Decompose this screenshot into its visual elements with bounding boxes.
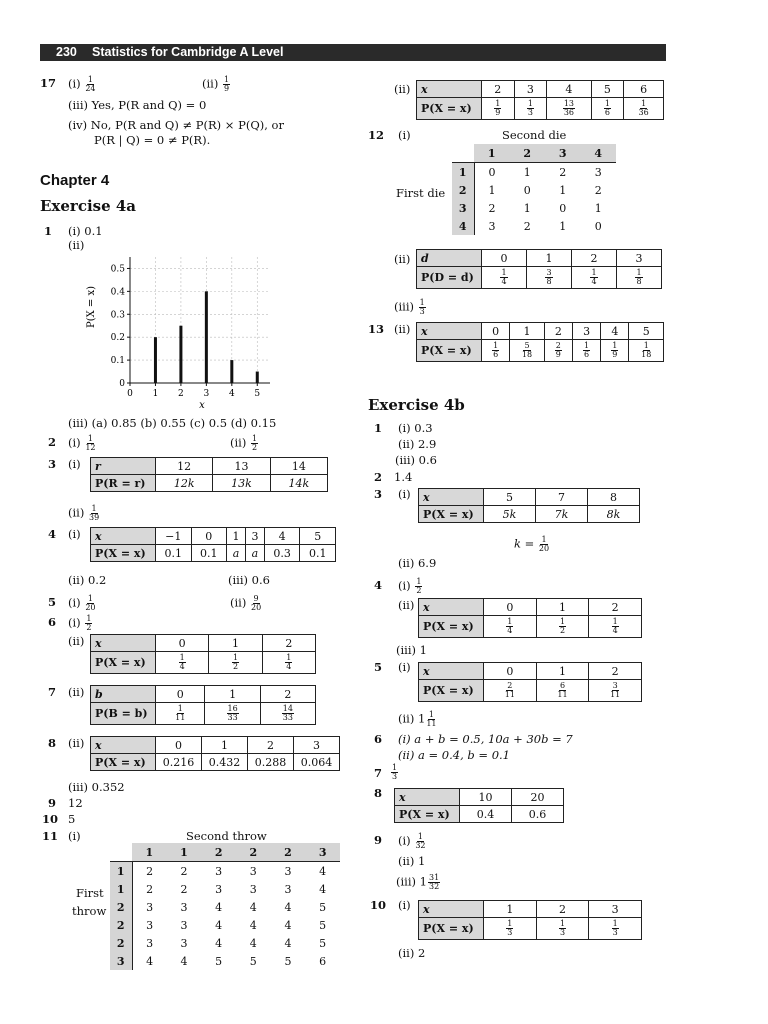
probability-bar-chart	[80, 245, 280, 415]
q5-ii: (ii) $\frac{9}{20}$	[230, 594, 262, 612]
grid-cell: 4	[146, 954, 154, 968]
grid-row	[110, 916, 340, 934]
q17-iv-line2: P(R | Q) = 0 ≠ P(R).	[94, 133, 211, 147]
q9-answer: 12	[68, 796, 83, 810]
q8-number: 8	[48, 736, 57, 750]
x-tick-label: 5	[254, 389, 261, 399]
grid-column-header: 1	[132, 843, 167, 862]
q12-ii: (ii)	[394, 252, 411, 266]
grid-cell: 5	[319, 900, 327, 914]
grid-cell: 4	[215, 900, 223, 914]
b5-number: 5	[374, 660, 383, 674]
grid-row	[452, 181, 616, 199]
b9-number: 9	[374, 833, 383, 847]
q7-number: 7	[48, 685, 57, 699]
q8-iii: (iii) 0.352	[68, 780, 125, 794]
x-tick-label: 4	[228, 389, 235, 399]
b6-i: (i) a + b = 0.5, 10a + 30b = 7	[398, 732, 573, 746]
grid-cell: 1	[559, 219, 567, 233]
grid-cell: 3	[249, 864, 257, 878]
grid-row	[110, 934, 340, 952]
q1-number: 1	[44, 224, 53, 238]
grid-cell: 3	[284, 864, 292, 878]
q7-ii: (ii)	[68, 685, 85, 699]
q10-answer: 5	[68, 812, 76, 826]
b4-iii: (iii) 1	[396, 643, 427, 657]
q6-number: 6	[48, 615, 57, 629]
x-tick-label: 1	[152, 389, 159, 399]
b3-ii: (ii) 6.9	[398, 556, 437, 570]
b2-number: 2	[374, 470, 383, 484]
grid-row-header: 1	[452, 163, 474, 182]
q4-table: x −1 0 1 3 4 5 P(X = x) 0.1 0.1 a a 0.3 0.1	[90, 527, 336, 562]
q3-number: 3	[48, 457, 57, 471]
q12-iii: (iii) $\frac{1}{3}$	[394, 298, 425, 316]
y-axis-label: P(X = x)	[86, 285, 97, 329]
q2-i: (i) $\frac{1}{12}$	[68, 434, 96, 452]
b5-i: (i)	[398, 660, 411, 674]
q11-outcome-grid	[110, 843, 340, 970]
grid-cell: 3	[180, 918, 188, 932]
grid-cell: 4	[249, 936, 257, 950]
grid-cell: 2	[146, 864, 154, 878]
b6-number: 6	[374, 732, 383, 746]
grid-column-header: 3	[305, 843, 340, 862]
q11-ii: (ii)	[394, 82, 411, 96]
q2-ii: (ii) $\frac{1}{2}$	[230, 434, 258, 452]
grid-cell: 3	[249, 882, 257, 896]
grid-cell: 3	[215, 864, 223, 878]
grid-cell: 5	[284, 954, 292, 968]
chart-ticks	[111, 264, 261, 399]
q17-i: (i) $\frac{1}{24}$	[68, 75, 96, 93]
b10-number: 10	[370, 898, 387, 912]
bar-x-2	[179, 326, 182, 383]
b4-table: x 0 1 2 P(X = x) $\frac{1}{4}$ $\frac{1}{2}$ $\frac{1}{4}$	[418, 598, 642, 638]
q17-ii: (ii) $\frac{1}{9}$	[202, 75, 230, 93]
b9-ii: (ii) 1	[398, 854, 426, 868]
y-tick-label: 0	[119, 379, 125, 389]
grid-row	[110, 862, 340, 881]
grid-column-header: 4	[581, 144, 617, 163]
grid-cell: 0	[559, 201, 567, 215]
b3-k: k = $\frac{1}{20}$	[514, 535, 550, 553]
chart-grid	[130, 257, 270, 383]
grid-cell: 2	[594, 183, 602, 197]
grid-row	[110, 880, 340, 898]
q3-table: r 12 13 14 P(R = r) 12k 13k 14k	[90, 457, 328, 492]
grid-cell: 0	[594, 219, 602, 233]
grid-column-header: 3	[545, 144, 581, 163]
q11-table-title: Second throw	[186, 829, 267, 843]
b4-ii: (ii)	[398, 598, 415, 612]
q3-i: (i)	[68, 457, 81, 471]
grid-cell: 4	[284, 918, 292, 932]
grid-cell: 3	[146, 936, 154, 950]
b10-ii: (ii) 2	[398, 946, 426, 960]
grid-cell: 4	[284, 936, 292, 950]
q17-iv-line1: (iv) No, P(R and Q) ≠ P(R) × P(Q), or	[68, 118, 284, 132]
grid-cell: 3	[146, 900, 154, 914]
q11-ii-table: x 2 3 4 5 6 P(X = x) $\frac{1}{9}$ $\frac{1}{3}$ $\frac{13}{36}$ $\frac{1}{6}$ $\frac{1}{36}$	[416, 80, 664, 120]
q1-iii: (iii) (a) 0.85 (b) 0.55 (c) 0.5 (d) 0.15	[68, 416, 277, 430]
b3-i: (i)	[398, 487, 411, 501]
q4-ii: (ii) 0.2	[68, 573, 107, 587]
grid-row	[452, 163, 616, 182]
grid-column-header: 2	[271, 843, 306, 862]
q17-iii: (iii) Yes, P(R and Q) = 0	[68, 98, 207, 112]
grid-cell: 2	[146, 882, 154, 896]
q6-ii: (ii)	[68, 634, 85, 648]
grid-row-header: 1	[110, 862, 132, 881]
grid-cell: 3	[488, 219, 496, 233]
q2-number: 2	[48, 435, 57, 449]
q5-number: 5	[48, 595, 57, 609]
q12-side-label: First die	[396, 186, 446, 200]
grid-cell: 0	[488, 165, 496, 179]
q8-ii: (ii)	[68, 736, 85, 750]
bar-x-4	[230, 360, 233, 383]
q4-i: (i)	[68, 527, 81, 541]
grid-cell: 2	[180, 882, 188, 896]
y-tick-label: 0.1	[110, 356, 125, 367]
grid-cell: 1	[594, 201, 602, 215]
grid-cell: 1	[559, 183, 567, 197]
page-header	[40, 44, 666, 61]
grid-cell: 2	[559, 165, 567, 179]
b8-table: x 10 20 P(X = x) 0.4 0.6	[394, 788, 564, 823]
grid-cell: 4	[249, 900, 257, 914]
grid-cell: 3	[594, 165, 602, 179]
b1-i: (i) 0.3	[398, 421, 433, 435]
q10-number: 10	[42, 812, 59, 826]
grid-cell: 3	[215, 882, 223, 896]
q11-side-label-2: throw	[72, 904, 107, 918]
bar-x-1	[154, 337, 157, 383]
grid-cell: 1	[488, 183, 496, 197]
grid-row-header: 2	[110, 934, 132, 952]
b3-number: 3	[374, 487, 383, 501]
b9-iii: (iii) 1 $\frac{31}{32}$	[396, 873, 440, 891]
b6-ii: (ii) a = 0.4, b = 0.1	[398, 748, 510, 762]
q1-i: (i) 0.1	[68, 224, 103, 238]
grid-cell: 6	[319, 954, 327, 968]
grid-row-header: 3	[110, 952, 132, 970]
b4-i: (i) $\frac{1}{2}$	[398, 577, 422, 595]
grid-cell: 4	[284, 900, 292, 914]
grid-column-header: 2	[236, 843, 271, 862]
grid-cell: 2	[523, 219, 531, 233]
grid-cell: 4	[180, 954, 188, 968]
grid-cell: 3	[146, 918, 154, 932]
b8-number: 8	[374, 786, 383, 800]
q12-number: 12	[368, 128, 385, 142]
grid-cell: 4	[215, 936, 223, 950]
y-tick-label: 0.4	[110, 287, 125, 298]
x-tick-label: 2	[178, 389, 184, 399]
grid-row	[452, 199, 616, 217]
grid-cell: 5	[319, 918, 327, 932]
grid-cell: 4	[215, 918, 223, 932]
q5-i: (i) $\frac{1}{20}$	[68, 594, 96, 612]
b7-answer: $\frac{1}{3}$	[392, 763, 398, 781]
q17-number: 17	[40, 76, 57, 90]
grid-cell: 5	[215, 954, 223, 968]
q13-table: x 0 1 2 3 4 5 P(X = x) $\frac{1}{6}$ $\frac{5}{18}$ $\frac{2}{9}$ $\frac{1}{6}$ $\frac{1}{9}$ $\frac{1}{18}$	[416, 322, 664, 362]
b3-table: x 5 7 8 P(X = x) 5k 7k 8k	[418, 488, 640, 523]
grid-row	[110, 898, 340, 916]
q12-ii-table: d 0 1 2 3 P(D = d) $\frac{1}{4}$ $\frac{3}{8}$ $\frac{1}{4}$ $\frac{1}{8}$	[416, 249, 662, 289]
book-title: Statistics for Cambridge A Level	[92, 45, 284, 59]
b1-iii: (iii) 0.6	[395, 453, 437, 467]
q11-number: 11	[42, 829, 59, 843]
q8-table: x 0 1 2 3 P(X = x) 0.216 0.432 0.288 0.064	[90, 736, 340, 771]
grid-cell: 1	[523, 165, 531, 179]
b1-number: 1	[374, 421, 383, 435]
grid-row-header: 2	[110, 916, 132, 934]
grid-cell: 2	[488, 201, 496, 215]
q6-i: (i) $\frac{1}{2}$	[68, 614, 92, 632]
grid-row	[110, 952, 340, 970]
b7-number: 7	[374, 766, 383, 780]
q1-ii: (ii)	[68, 238, 85, 252]
grid-cell: 3	[284, 882, 292, 896]
chart-axes	[130, 257, 270, 383]
q12-i: (i)	[398, 128, 411, 142]
chapter-heading: Chapter 4	[40, 172, 110, 189]
grid-row	[452, 217, 616, 235]
b4-number: 4	[374, 578, 383, 592]
grid-cell: 3	[180, 900, 188, 914]
grid-cell: 1	[523, 201, 531, 215]
grid-column-header: 2	[510, 144, 546, 163]
y-tick-label: 0.5	[110, 264, 125, 275]
grid-cell: 5	[319, 936, 327, 950]
grid-column-header: 2	[201, 843, 236, 862]
grid-column-header: 1	[167, 843, 202, 862]
y-tick-label: 0.2	[110, 333, 125, 344]
bar-x-5	[256, 372, 259, 383]
q12-table-title: Second die	[502, 128, 567, 142]
b2-answer: 1.4	[394, 470, 413, 484]
x-axis-label: x	[199, 400, 205, 411]
y-tick-label: 0.3	[110, 310, 125, 321]
q13-ii: (ii)	[394, 322, 411, 336]
q13-number: 13	[368, 322, 385, 336]
grid-cell: 2	[180, 864, 188, 878]
b5-ii: (ii) 1 $\frac{1}{11}$	[398, 710, 437, 728]
b5-table: x 0 1 2 P(X = x) $\frac{2}{11}$ $\frac{6}{11}$ $\frac{3}{11}$	[418, 662, 642, 702]
grid-row-header: 1	[110, 880, 132, 898]
grid-cell: 0	[523, 183, 531, 197]
q6-table: x 0 1 2 P(X = x) $\frac{1}{4}$ $\frac{1}{2}$ $\frac{1}{4}$	[90, 634, 316, 674]
q11-i: (i)	[68, 829, 81, 843]
grid-cell: 4	[249, 918, 257, 932]
b10-i: (i)	[398, 898, 411, 912]
q3-ii: (ii) $\frac{1}{39}$	[68, 504, 100, 522]
q7-table: b 0 1 2 P(B = b) $\frac{1}{11}$ $\frac{16}{33}$ $\frac{14}{33}$	[90, 685, 316, 725]
q4-number: 4	[48, 527, 57, 541]
exercise-4a-heading: Exercise 4a	[40, 197, 137, 215]
b9-i: (i) $\frac{1}{32}$	[398, 832, 426, 850]
grid-cell: 4	[319, 864, 327, 878]
grid-row-header: 4	[452, 217, 474, 235]
q4-iii: (iii) 0.6	[228, 573, 270, 587]
q11-side-label-1: First	[76, 886, 104, 900]
grid-cell: 4	[319, 882, 327, 896]
b1-ii: (ii) 2.9	[398, 437, 437, 451]
grid-cell: 3	[180, 936, 188, 950]
x-tick-label: 0	[127, 389, 133, 399]
grid-row-header: 3	[452, 199, 474, 217]
x-tick-label: 3	[203, 389, 210, 399]
q12-difference-grid	[452, 144, 616, 235]
grid-cell: 5	[249, 954, 257, 968]
page-number: 230	[56, 45, 77, 59]
grid-column-header: 1	[474, 144, 510, 163]
q9-number: 9	[48, 796, 57, 810]
bar-x-3	[205, 291, 208, 383]
grid-row-header: 2	[452, 181, 474, 199]
exercise-4b-heading: Exercise 4b	[368, 396, 465, 414]
grid-row-header: 2	[110, 898, 132, 916]
b10-table: x 1 2 3 P(X = x) $\frac{1}{3}$ $\frac{1}{3}$ $\frac{1}{3}$	[418, 900, 642, 940]
